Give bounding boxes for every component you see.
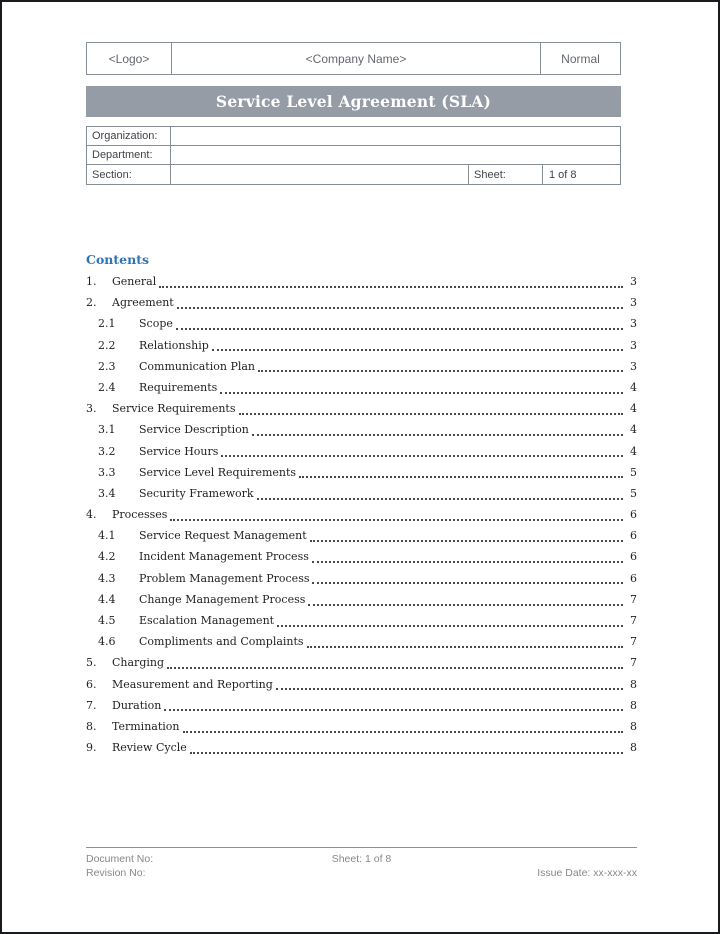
toc-entry-number: 4.1 [98, 529, 116, 543]
toc-entry-number: 2.1 [98, 317, 116, 331]
toc-entry-title: Agreement [112, 296, 174, 310]
revision-no-label: Revision No: [86, 867, 146, 879]
toc-entry-title: Service Requirements [112, 402, 236, 416]
toc-entry-page: 3 [630, 296, 637, 310]
toc-entry[interactable] [86, 674, 637, 695]
toc-entry[interactable] [86, 483, 637, 504]
toc-entry[interactable] [86, 631, 637, 652]
toc-entry-page: 4 [630, 423, 637, 437]
toc-entry-page: 6 [630, 529, 637, 543]
toc-entry-number: 3. [86, 402, 97, 416]
toc-entry-number: 9. [86, 741, 97, 755]
page-footer [86, 847, 637, 880]
toc-entry-page: 3 [630, 359, 637, 373]
toc-entry-page: 7 [630, 635, 637, 649]
toc-entry-title: Charging [112, 656, 165, 670]
toc-entry[interactable] [86, 568, 637, 589]
toc-entry-title: Duration [112, 698, 162, 712]
toc-entry[interactable] [86, 589, 637, 610]
document-title-banner [86, 86, 621, 117]
footer-spacer [391, 852, 637, 866]
toc-entry-title: Compliments and Complaints [139, 635, 304, 649]
footer-row-1 [86, 852, 637, 866]
toc-entry-number: 4.5 [98, 614, 116, 627]
toc-entry-number: 3.2 [98, 444, 116, 458]
toc-leader-dots [239, 398, 624, 415]
toc-leader-dots [308, 589, 623, 606]
toc-entry-title: Escalation Management [139, 614, 275, 627]
toc-entry[interactable] [86, 335, 637, 356]
toc-entry-title: Problem Management Process [139, 571, 310, 585]
document-title: Service Level Agreement (SLA) [215, 92, 492, 111]
toc-entry-title: General [112, 275, 157, 288]
toc-entry-page: 5 [630, 465, 637, 479]
document-no-label: Document No: [86, 853, 154, 865]
toc-leader-dots [170, 504, 623, 521]
toc-entry-title: Termination [112, 719, 180, 733]
toc-entry-title: Communication Plan [139, 359, 256, 373]
toc-entry[interactable] [86, 737, 637, 758]
toc-entry[interactable] [86, 504, 637, 525]
toc-entry[interactable] [86, 398, 637, 419]
toc-entry-number: 4.3 [98, 571, 116, 585]
company-name-placeholder-cell[interactable]: <Company Name> [172, 43, 541, 74]
toc-leader-dots [159, 271, 623, 288]
toc-leader-dots [310, 525, 623, 542]
toc-entry-title: Service Description [139, 423, 249, 437]
toc-entry-title: Service Level Requirements [139, 465, 297, 479]
toc-entry-number: 3.3 [98, 465, 116, 479]
toc-leader-dots [258, 356, 623, 373]
toc-entry-page: 4 [630, 444, 637, 458]
toc-entry-page: 7 [630, 592, 637, 606]
toc-entry[interactable] [86, 313, 637, 334]
toc-leader-dots [176, 313, 623, 330]
toc-entry-page: 6 [630, 571, 637, 585]
toc-entry[interactable] [86, 525, 637, 546]
toc-entry-number: 4.4 [98, 592, 116, 606]
header-table [86, 42, 621, 75]
toc-entry[interactable] [86, 610, 637, 631]
toc-entry-number: 2.3 [98, 359, 116, 373]
toc-entry[interactable] [86, 292, 637, 313]
toc-leader-dots [220, 377, 623, 394]
organization-label: Organization: [87, 127, 171, 145]
toc-entry-number: 4.2 [98, 550, 116, 564]
toc-entry-page: 4 [630, 402, 637, 416]
toc-leader-dots [299, 462, 623, 479]
toc-leader-dots [167, 652, 623, 669]
toc-entry[interactable] [86, 716, 637, 737]
toc-list [86, 271, 637, 758]
toc-entry-number: 8. [86, 719, 97, 733]
toc-entry-page: 3 [630, 338, 637, 352]
toc-leader-dots [177, 292, 623, 309]
toc-entry[interactable] [86, 695, 637, 716]
toc-entry[interactable] [86, 271, 637, 292]
toc-entry-title: Service Request Management [139, 529, 307, 543]
logo-placeholder-cell[interactable]: <Logo> [87, 43, 172, 74]
organization-row [87, 127, 620, 146]
toc-entry-title: Relationship [139, 338, 209, 352]
toc-leader-dots [307, 631, 623, 648]
toc-entry[interactable] [86, 462, 637, 483]
toc-entry-page: 6 [630, 550, 637, 564]
toc-leader-dots [183, 716, 624, 733]
sheet-label: Sheet: [468, 165, 543, 184]
toc-entry-title: Security Framework [139, 486, 254, 500]
toc-entry-page: 8 [630, 677, 637, 691]
toc-entry[interactable] [86, 546, 637, 567]
toc-leader-dots [276, 674, 623, 691]
toc-entry-page: 8 [630, 698, 637, 712]
toc-leader-dots [212, 335, 623, 352]
toc-entry-page: 8 [630, 741, 637, 755]
toc-leader-dots [257, 483, 623, 500]
department-row [87, 146, 620, 165]
issue-date-text: Issue Date: xx-xxx-xx [537, 867, 637, 879]
toc-entry-number: 5. [86, 656, 97, 670]
toc-entry-title: Requirements [139, 380, 218, 394]
contents-heading: Contents [86, 252, 150, 267]
toc-leader-dots [277, 610, 623, 627]
toc-entry-number: 3.4 [98, 486, 116, 500]
toc-entry-page: 6 [630, 508, 637, 522]
toc-entry[interactable] [86, 652, 637, 673]
toc-entry-page: 3 [630, 317, 637, 331]
toc-entry-title: Review Cycle [112, 741, 187, 755]
toc-entry-title: Measurement and Reporting [112, 677, 273, 691]
toc-entry-number: 2.4 [98, 380, 116, 394]
toc-entry-page: 7 [630, 614, 637, 627]
toc-leader-dots [312, 546, 623, 563]
toc-entry[interactable] [86, 356, 637, 377]
organization-value-field[interactable] [171, 127, 620, 145]
toc-entry[interactable] [86, 441, 637, 462]
toc-leader-dots [221, 441, 623, 458]
section-value-field[interactable] [171, 165, 468, 184]
toc-leader-dots [252, 419, 623, 436]
footer-sheet-text: Sheet: 1 of 8 [331, 853, 392, 865]
toc-entry-number: 7. [86, 698, 97, 712]
section-row [87, 165, 620, 184]
department-value-field[interactable] [171, 146, 620, 164]
toc-entry-title: Processes [112, 508, 168, 522]
footer-row-2 [86, 866, 637, 880]
toc-entry-page: 3 [630, 275, 637, 288]
toc-entry-page: 8 [630, 719, 637, 733]
toc-entry-number: 2.2 [98, 338, 116, 352]
toc-entry-title: Incident Management Process [139, 550, 309, 564]
toc-entry-number: 6. [86, 677, 97, 691]
toc-entry-number: 4.6 [98, 635, 116, 649]
classification-cell: Normal [561, 51, 600, 66]
toc-entry-number: 2. [86, 296, 97, 310]
sheet-value: 1 of 8 [549, 168, 577, 181]
toc-leader-dots [190, 737, 623, 754]
toc-entry-title: Scope [139, 317, 173, 331]
toc-entry-number: 4. [86, 508, 97, 522]
toc-entry-page: 4 [630, 380, 637, 394]
toc-entry-page: 5 [630, 486, 637, 500]
toc-entry-number: 3.1 [98, 423, 116, 437]
toc-entry[interactable] [86, 377, 637, 398]
toc-entry[interactable] [86, 419, 637, 440]
toc-entry-page: 7 [630, 656, 637, 670]
toc-leader-dots [312, 568, 623, 585]
org-info-table [86, 126, 621, 185]
toc-entry-title: Change Management Process [139, 592, 306, 606]
toc-entry-title: Service Hours [139, 444, 219, 458]
department-label: Department: [87, 146, 171, 164]
toc-entry-number: 1. [86, 275, 97, 288]
section-label: Section: [87, 165, 171, 184]
toc-leader-dots [164, 695, 623, 712]
